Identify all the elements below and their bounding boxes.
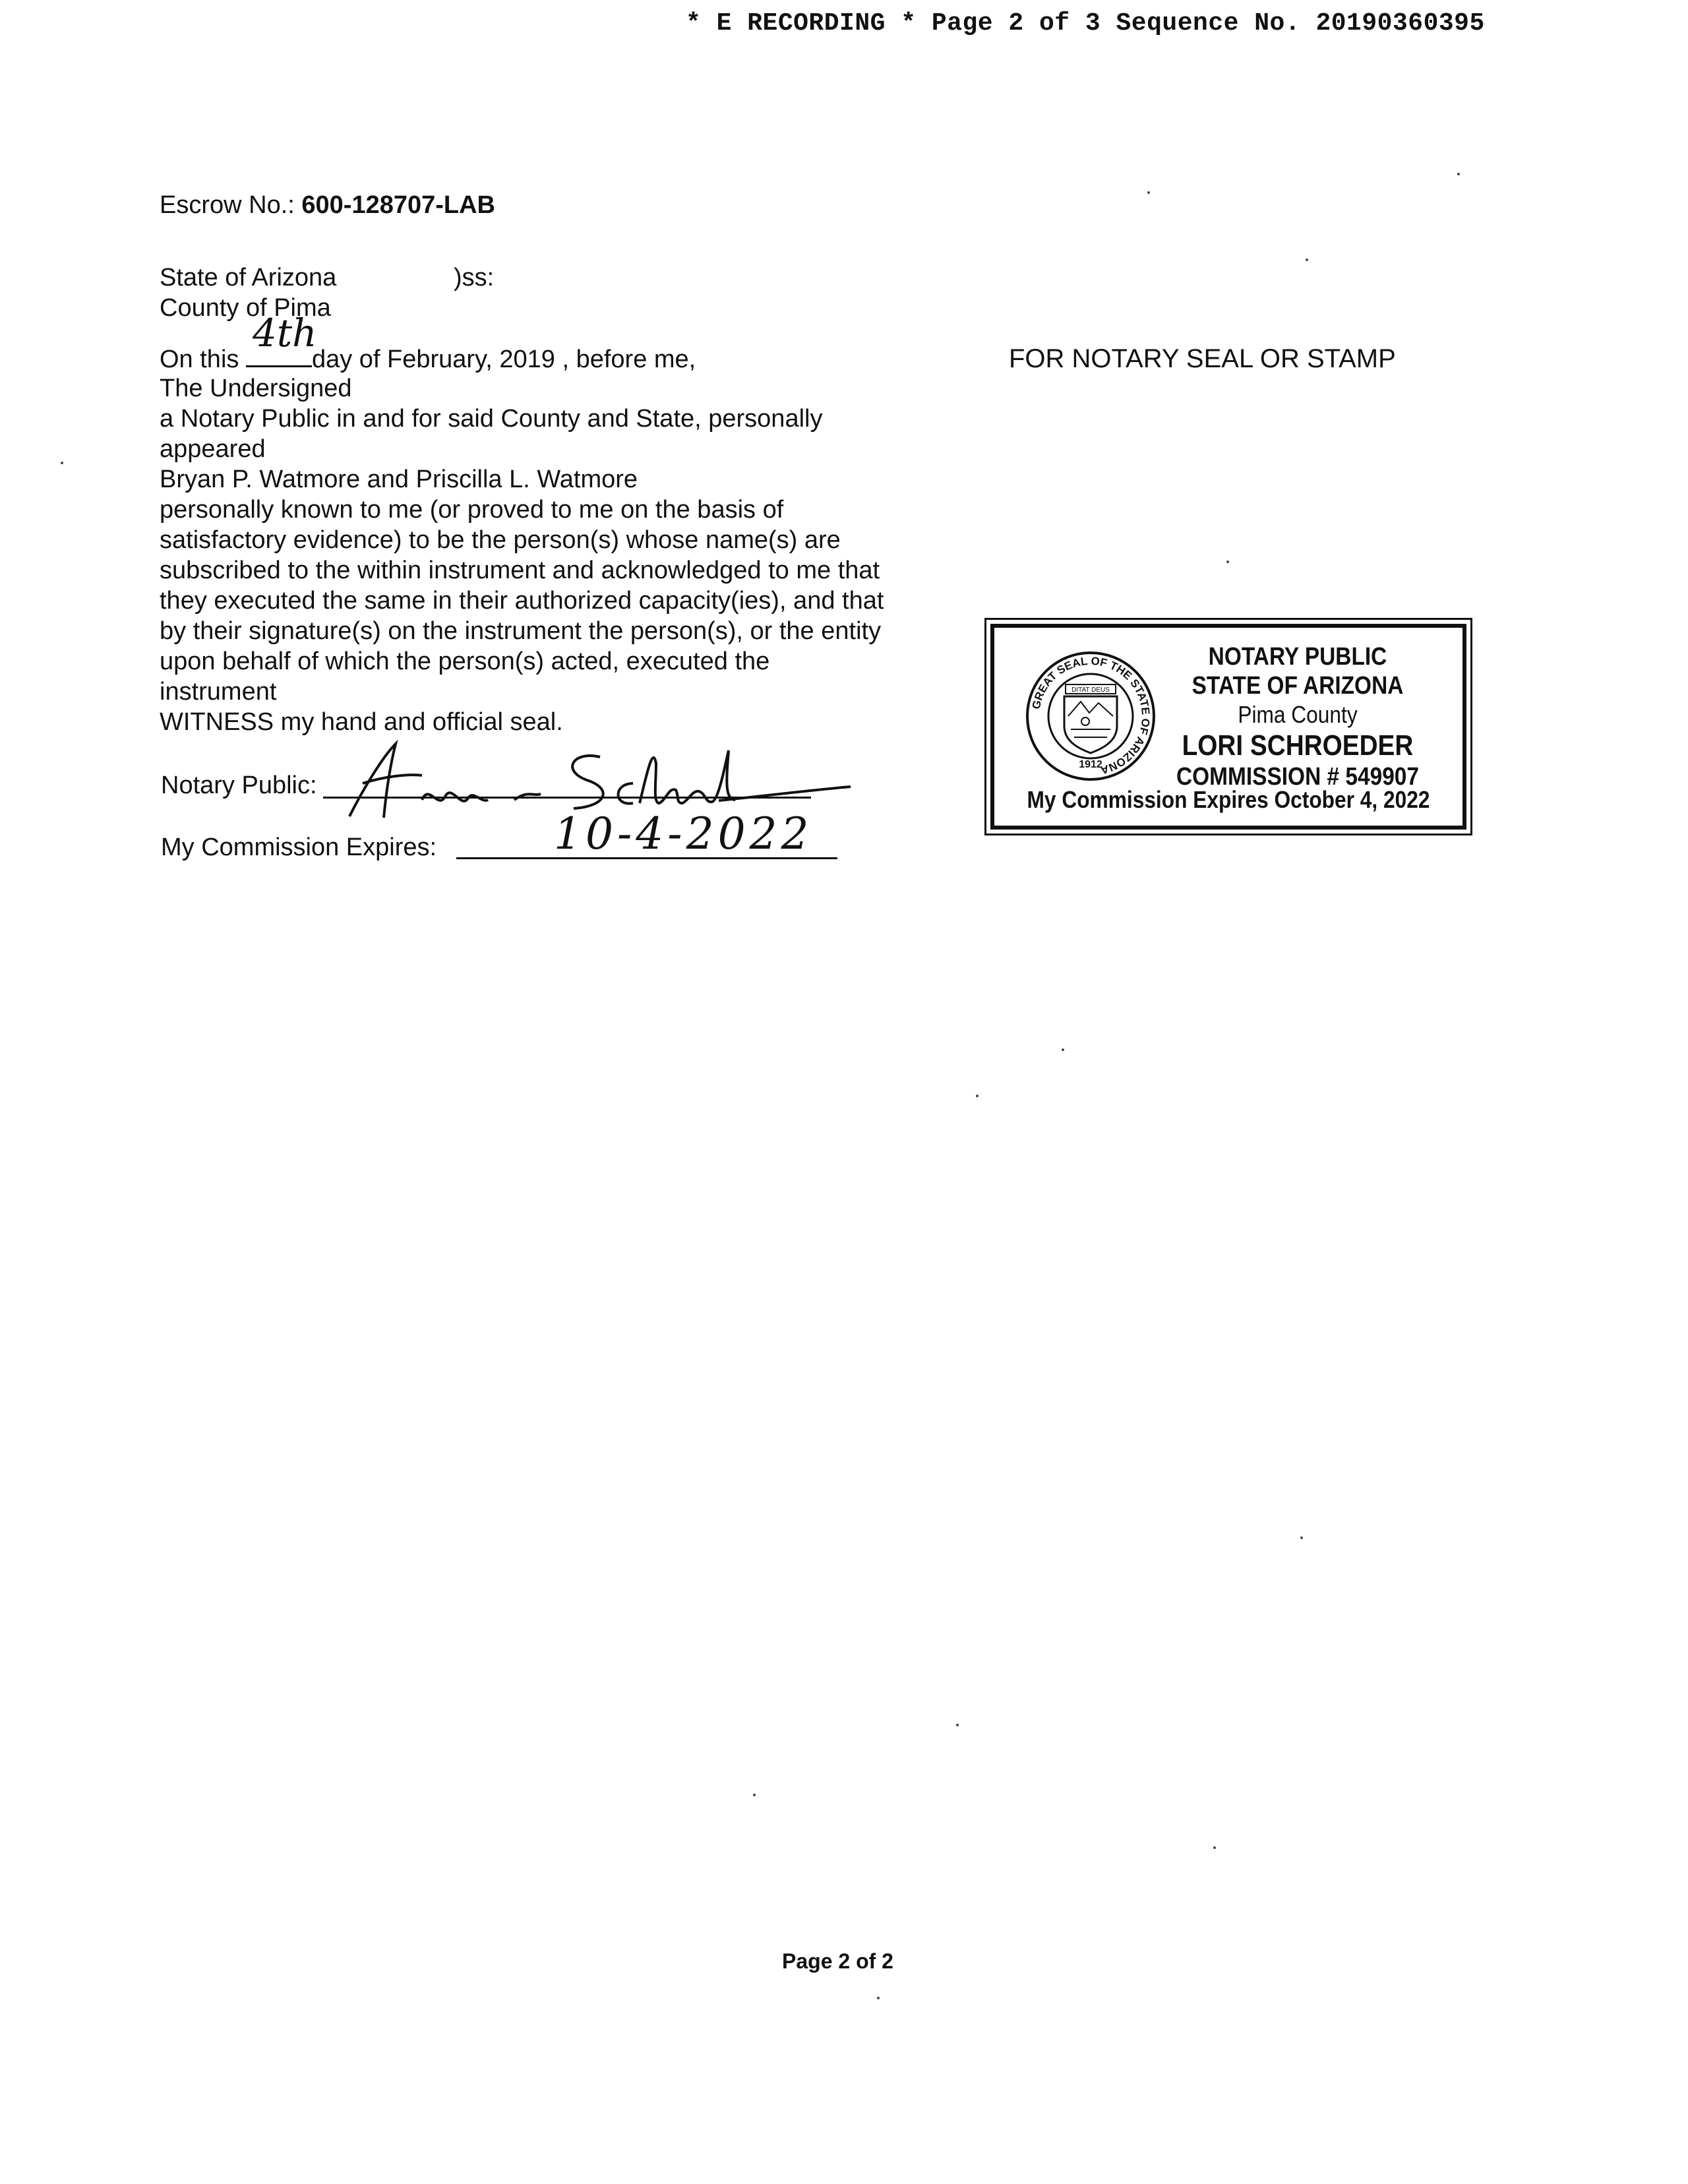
scan-speck xyxy=(1300,1536,1303,1539)
scan-speck xyxy=(976,1095,979,1097)
notary-stamp xyxy=(990,624,1466,830)
scan-speck xyxy=(1226,561,1229,563)
venue-ss: )ss: xyxy=(454,264,495,291)
seal-caption: FOR NOTARY SEAL OR STAMP xyxy=(1009,344,1396,373)
day-handwritten: 4th xyxy=(252,311,317,355)
acknowledgment-line: by their signature(s) on the instrument the person(s), or the entity xyxy=(160,617,882,645)
expires-handwritten: 10-4-2022 xyxy=(554,808,813,859)
day-blank xyxy=(246,311,317,367)
venue-county: County of Pima xyxy=(160,294,331,322)
venue-state: State of Arizona xyxy=(160,264,337,291)
svg-text:1912: 1912 xyxy=(1079,759,1102,770)
recording-header: * E RECORDING * Page 2 of 3 Sequence No. 20190360395 xyxy=(686,9,1485,38)
on-this-text: On this xyxy=(160,346,239,373)
scan-speck xyxy=(1213,1846,1216,1849)
notary-public-label: Notary Public: xyxy=(161,772,317,799)
acknowledgment-line: personally known to me (or proved to me on the basis of xyxy=(160,496,784,524)
commission-expires-label: My Commission Expires: xyxy=(161,834,437,861)
acknowledgment-line: Bryan P. Watmore and Priscilla L. Watmore xyxy=(160,466,638,493)
acknowledgment-line: satisfactory evidence) to be the person(s) whose name(s) are xyxy=(160,526,841,554)
acknowledgment-line: appeared xyxy=(160,435,266,463)
stamp-notary-name: LORI SCHROEDER xyxy=(1182,729,1414,762)
acknowledgment-first-line xyxy=(160,311,938,373)
day-rest-text: day of February, 2019 , before me, xyxy=(311,346,696,373)
stamp-line-notary: NOTARY PUBLIC xyxy=(1208,643,1387,671)
stamp-line-county: Pima County xyxy=(1238,701,1358,728)
witness-line: WITNESS my hand and official seal. xyxy=(160,708,563,736)
scan-speck xyxy=(1062,1048,1064,1051)
acknowledgment-line: The Undersigned xyxy=(160,375,352,402)
acknowledgment-line: subscribed to the within instrument and acknowledged to me that xyxy=(160,557,880,584)
scan-speck xyxy=(1147,191,1150,194)
escrow-value: 600-128707-LAB xyxy=(301,191,495,219)
page-footer: Page 2 of 2 xyxy=(782,1949,893,1973)
scan-speck xyxy=(61,462,63,464)
stamp-commission-number: COMMISSION # 549907 xyxy=(1176,763,1419,791)
scan-speck xyxy=(753,1794,756,1796)
arizona-seal-icon xyxy=(1025,650,1157,782)
stamp-text xyxy=(1164,642,1432,791)
escrow-label: Escrow No.: xyxy=(160,191,295,219)
svg-text:GREAT SEAL OF THE STATE OF ARI: GREAT SEAL OF THE STATE OF ARIZONA xyxy=(1029,654,1153,777)
stamp-expiration: My Commission Expires October 4, 2022 xyxy=(1027,786,1430,813)
acknowledgment-line: a Notary Public in and for said County and State, personally xyxy=(160,405,823,433)
svg-text:DITAT DEUS: DITAT DEUS xyxy=(1071,686,1110,694)
acknowledgment-line: upon behalf of which the person(s) acted, executed the xyxy=(160,648,770,675)
acknowledgment-line: they executed the same in their authorized capacity(ies), and that xyxy=(160,587,884,615)
scan-speck xyxy=(956,1724,959,1726)
scan-speck xyxy=(877,1997,880,1999)
acknowledgment-paragraph xyxy=(160,311,938,737)
scan-speck xyxy=(1457,173,1460,175)
scan-speck xyxy=(1306,258,1308,261)
stamp-line-state: STATE OF ARIZONA xyxy=(1191,672,1404,700)
escrow-number xyxy=(160,190,495,220)
acknowledgment-line: instrument xyxy=(160,678,277,706)
